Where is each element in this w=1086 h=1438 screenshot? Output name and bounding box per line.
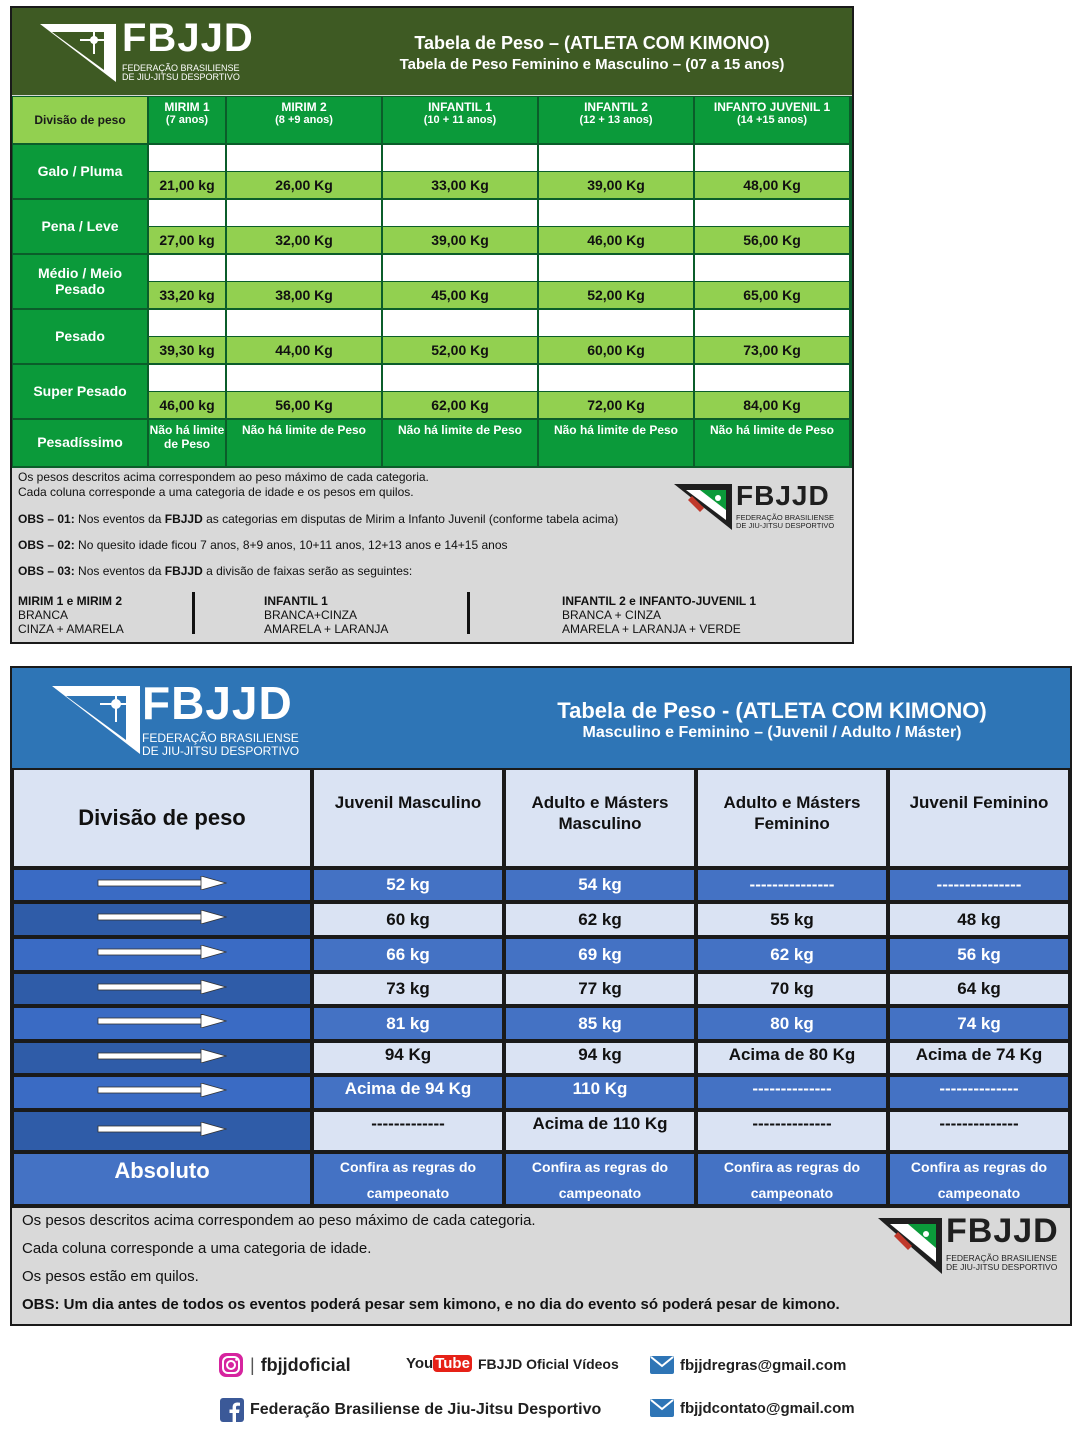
weight-cell: --------------- xyxy=(888,868,1070,902)
no-limit-cell: Não há limite de Peso xyxy=(226,419,382,467)
obs-line: OBS – 02: No quesito idade ficou 7 anos, 8+9 anos, 10+11 anos, 12+13 anos e 14+15 anos xyxy=(18,538,508,552)
table1-grid xyxy=(12,96,852,468)
note-line: Cada coluna corresponde a uma categoria de idade e os pesos em quilos. xyxy=(18,485,414,499)
table1-header xyxy=(12,8,852,95)
weight-cell: 52,00 Kg xyxy=(538,254,694,309)
logo-text: FBJJD xyxy=(736,480,830,511)
table1-title: Tabela de Peso – (ATLETA COM KIMONO) xyxy=(414,33,770,53)
weight-cell: 60,00 Kg xyxy=(538,309,694,364)
weight-cell: 64 kg xyxy=(888,972,1070,1006)
weight-cell: 73 kg xyxy=(312,972,504,1006)
arrow-cell xyxy=(12,1041,312,1075)
weight-cell: 45,00 Kg xyxy=(382,254,538,309)
fbjjd-emblem-icon xyxy=(878,1216,944,1276)
arrow-cell xyxy=(12,1006,312,1041)
weight-cell: 74 kg xyxy=(888,1006,1070,1041)
absolute-rules-cell: Confira as regras do campeonato xyxy=(504,1152,696,1206)
table2-title: Tabela de Peso - (ATLETA COM KIMONO) xyxy=(557,698,987,723)
weight-cell: 56 kg xyxy=(888,937,1070,972)
weight-cell: 69 kg xyxy=(504,937,696,972)
table2-header xyxy=(12,668,1070,768)
no-limit-cell: Não há limite de Peso xyxy=(382,419,538,467)
logo-text: FBJJD xyxy=(946,1212,1059,1250)
arrow-cell xyxy=(12,1110,312,1152)
column-header: MIRIM 2 (8 +9 anos) xyxy=(226,96,382,144)
fbjjd-emblem-icon xyxy=(38,20,118,86)
row-label: Médio / Meio Pesado xyxy=(12,254,148,309)
absolute-rules-cell: Confira as regras do campeonato xyxy=(696,1152,888,1206)
weight-cell: 62 kg xyxy=(504,902,696,937)
weight-cell: 60 kg xyxy=(312,902,504,937)
weight-cell: 48,00 Kg xyxy=(694,144,850,199)
weight-cell: -------------- xyxy=(888,1075,1070,1110)
weight-cell: 52,00 Kg xyxy=(382,309,538,364)
logo-subtitle: FEDERAÇÃO BRASILIENSE DE JIU-JITSU DESPORTIVO xyxy=(122,63,240,83)
weight-cell: 52 kg xyxy=(312,868,504,902)
weight-cell: Acima de 74 Kg xyxy=(888,1041,1070,1075)
weight-cell: 66 kg xyxy=(312,937,504,972)
absolute-rules-cell: Confira as regras do campeonato xyxy=(888,1152,1070,1206)
note-line: Cada coluna corresponde a uma categoria de idade. xyxy=(22,1240,372,1257)
weight-cell: 110 Kg xyxy=(504,1075,696,1110)
weight-cell: 94 kg xyxy=(504,1041,696,1075)
corner-cell: Divisão de peso xyxy=(12,96,148,144)
table2-grid xyxy=(12,768,1070,1208)
arrow-cell xyxy=(12,1075,312,1110)
weight-cell: 73,00 Kg xyxy=(694,309,850,364)
logo-subtitle: FEDERAÇÃO BRASILIENSE DE JIU-JITSU DESPORTIVO xyxy=(736,513,835,530)
arrow-right-icon xyxy=(97,1014,227,1033)
no-limit-cell: Não há limite de Peso xyxy=(148,419,226,467)
weight-cell: 55 kg xyxy=(696,902,888,937)
weight-cell: 84,00 Kg xyxy=(694,364,850,419)
column-header: MIRIM 1 (7 anos) xyxy=(148,96,226,144)
arrow-cell xyxy=(12,868,312,902)
row-label: Pena / Leve xyxy=(12,199,148,254)
divider xyxy=(467,592,470,634)
weight-cell: ------------- xyxy=(312,1110,504,1152)
logo-subtitle: FEDERAÇÃO BRASILIENSE DE JIU-JITSU DESPORTIVO xyxy=(946,1253,1058,1272)
row-label: Super Pesado xyxy=(12,364,148,419)
row-label: Galo / Pluma xyxy=(12,144,148,199)
weight-cell: 77 kg xyxy=(504,972,696,1006)
weight-table-kids xyxy=(10,6,854,644)
weight-cell: 39,00 Kg xyxy=(538,144,694,199)
obs-line: OBS – 01: Nos eventos da FBJJD as categorias em disputas de Mirim a Infanto Juvenil (conforme tabela acima) xyxy=(18,512,619,526)
weight-cell: 44,00 Kg xyxy=(226,309,382,364)
youtube-icon: You Tube xyxy=(406,1355,470,1372)
weight-cell: 56,00 Kg xyxy=(226,364,382,419)
column-header: INFANTIL 2 (12 + 13 anos) xyxy=(538,96,694,144)
row-label: Pesadíssimo xyxy=(12,419,148,467)
arrow-right-icon xyxy=(97,1083,227,1102)
weight-cell: 72,00 Kg xyxy=(538,364,694,419)
weight-cell: 46,00 Kg xyxy=(538,199,694,254)
fbjjd-logo xyxy=(878,1212,1063,1276)
row-label: Pesado xyxy=(12,309,148,364)
weight-cell: 70 kg xyxy=(696,972,888,1006)
arrow-right-icon xyxy=(97,1122,227,1141)
facebook-page: Federação Brasiliense de Jiu-Jitsu Desportivo xyxy=(250,1401,602,1418)
weight-cell: 65,00 Kg xyxy=(694,254,850,309)
email-link[interactable] xyxy=(650,1399,855,1417)
obs-line: OBS: Um dia antes de todos os eventos poderá pesar sem kimono, e no dia do evento só poderá pesar de kimono. xyxy=(22,1296,840,1313)
column-header: INFANTO JUVENIL 1 (14 +15 anos) xyxy=(694,96,850,144)
belt-group: INFANTIL 2 e INFANTO-JUVENIL 1 BRANCA + CINZA AMARELA + LARANJA + VERDE xyxy=(562,594,757,636)
facebook-link[interactable] xyxy=(220,1398,601,1422)
arrow-right-icon xyxy=(97,945,227,964)
column-header: Adulto e Másters Feminino xyxy=(696,768,888,868)
fbjjd-emblem-icon xyxy=(674,482,734,532)
weight-cell: 56,00 Kg xyxy=(694,199,850,254)
weight-cell: 80 kg xyxy=(696,1006,888,1041)
weight-cell: 48 kg xyxy=(888,902,1070,937)
belt-group: MIRIM 1 e MIRIM 2 BRANCA CINZA + AMARELA xyxy=(18,594,124,636)
fbjjd-logo xyxy=(674,482,844,532)
weight-cell: Acima de 110 Kg xyxy=(504,1110,696,1152)
weight-cell: 81 kg xyxy=(312,1006,504,1041)
weight-cell: 62 kg xyxy=(696,937,888,972)
weight-cell: -------------- xyxy=(888,1110,1070,1152)
fbjjd-logo xyxy=(50,677,300,758)
table1-subtitle: Tabela de Peso Feminino e Masculino – (07 a 15 anos) xyxy=(399,56,785,73)
weight-cell: 27,00 kg xyxy=(148,199,226,254)
fbjjd-logo xyxy=(38,16,258,86)
email-address: fbjjdcontato@gmail.com xyxy=(680,1399,855,1417)
facebook-icon xyxy=(220,1398,244,1422)
arrow-right-icon xyxy=(97,876,227,895)
absolute-rules-cell: Confira as regras do campeonato xyxy=(312,1152,504,1206)
absolute-label: Absoluto xyxy=(12,1152,312,1206)
instagram-icon xyxy=(218,1352,244,1378)
column-header: Juvenil Feminino xyxy=(888,768,1070,868)
mail-icon xyxy=(650,1356,674,1374)
note-line: Os pesos estão em quilos. xyxy=(22,1268,199,1285)
note-line: Os pesos descritos acima correspondem ao peso máximo de cada categoria. xyxy=(22,1212,536,1229)
mail-icon xyxy=(650,1399,674,1417)
weight-cell: 21,00 kg xyxy=(148,144,226,199)
weight-cell: --------------- xyxy=(696,868,888,902)
weight-cell: 46,00 kg xyxy=(148,364,226,419)
logo-text: FBJJD xyxy=(142,677,293,729)
no-limit-cell: Não há limite de Peso xyxy=(538,419,694,467)
weight-cell: -------------- xyxy=(696,1075,888,1110)
instagram-link[interactable]: | fbjjdoficial xyxy=(218,1352,351,1378)
weight-cell: 39,30 kg xyxy=(148,309,226,364)
weight-cell: 62,00 Kg xyxy=(382,364,538,419)
fbjjd-emblem-icon xyxy=(50,682,142,758)
column-header: INFANTIL 1 (10 + 11 anos) xyxy=(382,96,538,144)
weight-cell: 85 kg xyxy=(504,1006,696,1041)
weight-cell: 26,00 Kg xyxy=(226,144,382,199)
arrow-right-icon xyxy=(97,910,227,929)
column-header: Adulto e Másters Masculino xyxy=(504,768,696,868)
table2-subtitle: Masculino e Feminino – (Juvenil / Adulto / Máster) xyxy=(582,724,962,741)
no-limit-cell: Não há limite de Peso xyxy=(694,419,850,467)
weight-cell: 54 kg xyxy=(504,868,696,902)
note-line: Os pesos descritos acima correspondem ao peso máximo de cada categoria. xyxy=(18,470,429,484)
weight-cell: -------------- xyxy=(696,1110,888,1152)
arrow-right-icon xyxy=(97,980,227,999)
arrow-right-icon xyxy=(97,1049,227,1068)
weight-cell: Acima de 80 Kg xyxy=(696,1041,888,1075)
corner-cell: Divisão de peso xyxy=(12,768,312,868)
logo-subtitle: FEDERAÇÃO BRASILIENSE DE JIU-JITSU DESPORTIVO xyxy=(142,731,300,758)
email-address: fbjjdregras@gmail.com xyxy=(680,1356,847,1374)
arrow-cell xyxy=(12,902,312,937)
arrow-cell xyxy=(12,972,312,1006)
arrow-cell xyxy=(12,937,312,972)
weight-cell: Acima de 94 Kg xyxy=(312,1075,504,1110)
weight-cell: 33,20 kg xyxy=(148,254,226,309)
youtube-channel: FBJJD Oficial Vídeos xyxy=(477,1355,619,1372)
weight-cell: 38,00 Kg xyxy=(226,254,382,309)
youtube-link[interactable] xyxy=(406,1355,619,1372)
email-link[interactable] xyxy=(650,1356,846,1374)
belt-group: INFANTIL 1 BRANCA+CINZA AMARELA + LARANJA xyxy=(264,594,389,636)
weight-cell: 39,00 Kg xyxy=(382,199,538,254)
weight-cell: 33,00 Kg xyxy=(382,144,538,199)
weight-table-adults xyxy=(10,666,1072,1326)
weight-cell: 94 Kg xyxy=(312,1041,504,1075)
weight-cell: 32,00 Kg xyxy=(226,199,382,254)
column-header: Juvenil Masculino xyxy=(312,768,504,868)
instagram-handle: fbjjdoficial xyxy=(260,1354,351,1375)
divider xyxy=(192,592,195,634)
obs-line: OBS – 03: Nos eventos da FBJJD a divisão de faixas serão as seguintes: xyxy=(18,564,413,578)
logo-text: FBJJD xyxy=(122,16,254,60)
